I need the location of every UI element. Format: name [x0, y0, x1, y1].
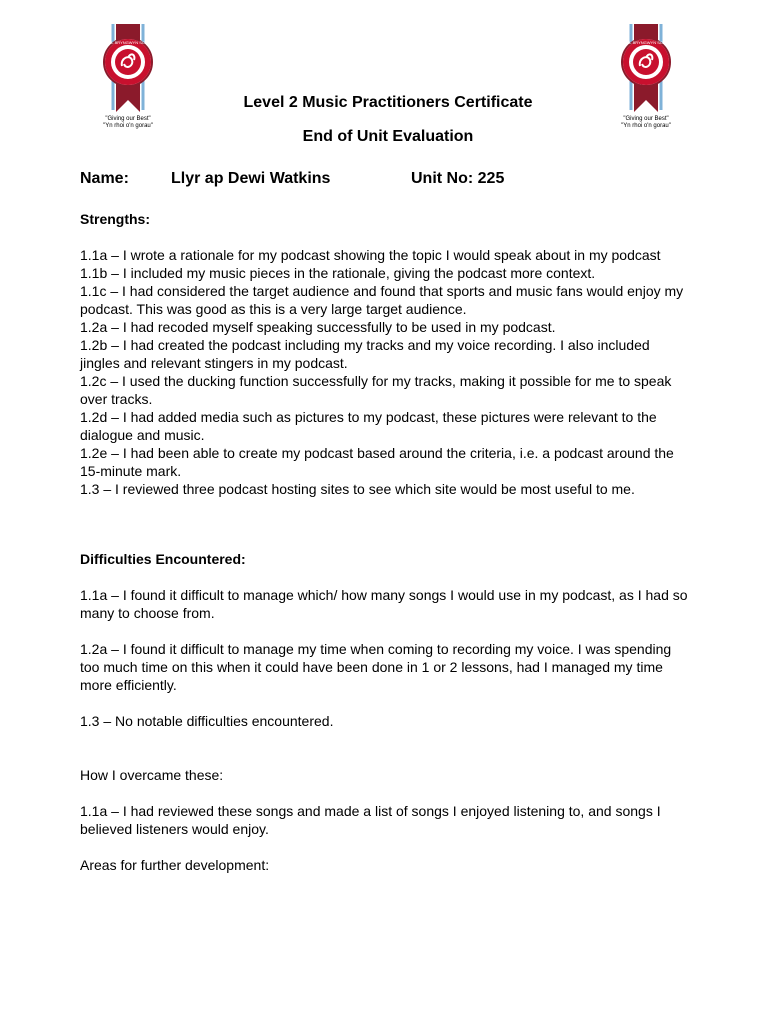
- motto-line-2: "Yn rhoi o'n gorau": [103, 123, 153, 129]
- school-logo-left: [88, 22, 168, 130]
- difficulty-item: 1.1a – I found it difficult to manage which/ how many songs I would use in my podcast, as I had so many to choose from.: [80, 587, 688, 621]
- difficulty-item: 1.2a – I found it difficult to manage my time when coming to recording my voice. I was spending too much time on this when it could have been done in 1 or 2 lessons, had I managed my time more efficiently.: [80, 641, 672, 693]
- difficulties-heading: Difficulties Encountered:: [80, 551, 246, 567]
- document-title: Level 2 Music Practitioners Certificate: [243, 94, 533, 111]
- strength-item: 1.2b – I had created the podcast including my tracks and my voice recording. I also included jingles and relevant stingers in my podcast.: [80, 337, 650, 371]
- strengths-heading: Strengths:: [80, 211, 150, 227]
- strength-item: 1.1c – I had considered the target audience and found that sports and music fans would enjoy my podcast. This was good as this is a very large target audience.: [80, 283, 684, 317]
- document-subtitle: End of Unit Evaluation: [302, 128, 474, 145]
- overcame-item: 1.1a – I had reviewed these songs and made a list of songs I enjoyed listening to, and songs I believed listeners would enjoy.: [80, 803, 661, 837]
- overcame-heading: How I overcame these:: [80, 767, 224, 783]
- motto-line-2: "Yn rhoi o'n gorau": [621, 123, 671, 129]
- evaluation-body: [80, 210, 690, 874]
- strength-item: 1.2d – I had added media such as pictures to my podcast, these pictures were relevant to the dialogue and music.: [80, 409, 657, 443]
- name-label: Name:: [80, 170, 129, 187]
- strength-item: 1.3 – I reviewed three podcast hosting sites to see which site would be most useful to me.: [80, 481, 635, 497]
- strength-item: 1.2e – I had been able to create my podcast based around the criteria, i.e. a podcast around the 15-minute mark.: [80, 445, 674, 479]
- motto-line-1: "Giving our Best": [623, 116, 669, 122]
- development-heading: Areas for further development:: [80, 857, 270, 873]
- strength-item: 1.2a – I had recoded myself speaking successfully to be used in my podcast.: [80, 319, 556, 335]
- strength-item: 1.2c – I used the ducking function successfully for my tracks, making it possible for me to speak over tracks.: [80, 373, 672, 407]
- logo-ring-text: YSGOL BRYNGWYN SCHOOL: [99, 40, 157, 45]
- strength-item: 1.1a – I wrote a rationale for my podcast showing the topic I would speak about in my podcast: [80, 247, 661, 263]
- difficulty-item: 1.3 – No notable difficulties encountered.: [80, 713, 334, 729]
- strength-item: 1.1b – I included my music pieces in the rationale, giving the podcast more context.: [80, 265, 596, 281]
- school-logo-right: [606, 22, 686, 130]
- student-name: Llyr ap Dewi Watkins: [171, 170, 331, 187]
- logo-ring-text: YSGOL BRYNGWYN SCHOOL: [617, 40, 675, 45]
- motto-line-1: "Giving our Best": [105, 116, 151, 122]
- unit-number: Unit No: 225: [411, 170, 505, 187]
